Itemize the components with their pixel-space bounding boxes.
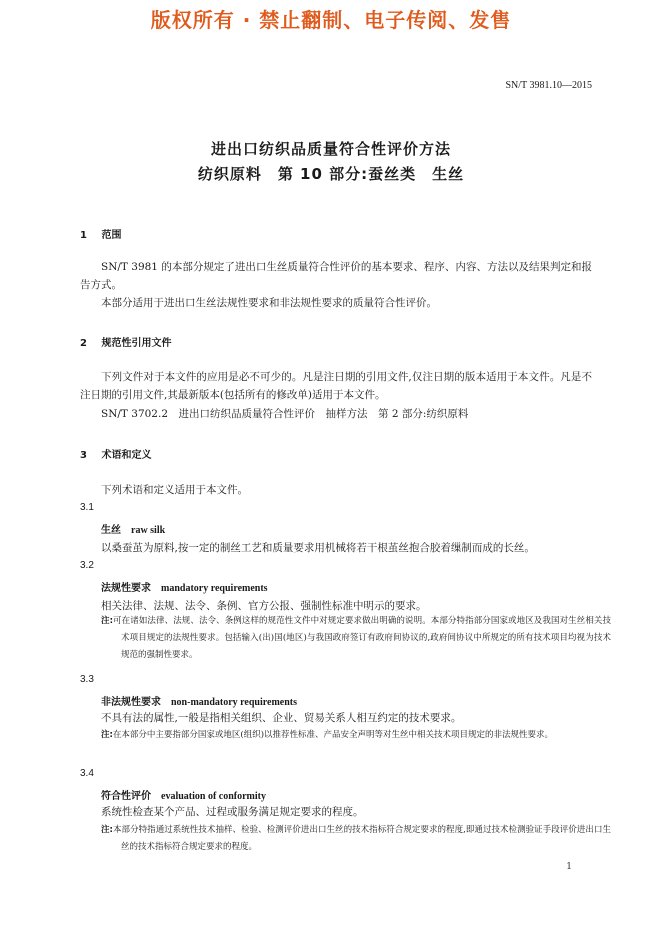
normative-reference: SN/T 3702.2 进出口纺织品质量符合性评价 抽样方法 第 2 部分:纺织原料 (101, 408, 469, 420)
term-definition: 不具有法的属性,一般是指相关组织、企业、贸易关系人相互约定的技术要求。 (101, 712, 462, 724)
term-heading (101, 787, 266, 802)
note-label: 注: (101, 616, 113, 626)
term-heading (101, 521, 165, 536)
clause-number: 3.3 (80, 674, 94, 685)
clause-number: 3.1 (80, 502, 94, 513)
section-1-paragraph-1: SN/T 3981 的本部分规定了进出口生丝质量符合性评价的基本要求、程序、内容、方法以及结果判定和报告方式。 (80, 261, 592, 291)
term-definition: 系统性检查某个产品、过程或服务满足规定要求的程度。 (101, 806, 364, 818)
term-heading (101, 693, 297, 708)
section-3-heading (80, 446, 151, 461)
note-text: 本部分特指通过系统性技术抽样、检验、检测评价进出口生丝的技术指标符合规定要求的程度,即通过技术检测验证手段评价进出口生丝的技术指标符合规定要求的程度。 (112, 825, 611, 852)
term-definition: 以桑蚕茧为原料,按一定的制丝工艺和质量要求用机械将若干根茧丝抱合胶着缫制而成的长丝。 (101, 542, 535, 554)
section-title: 规范性引用文件 (101, 338, 172, 349)
section-title: 术语和定义 (101, 450, 152, 461)
section-2-heading (80, 334, 171, 349)
standard-number: SN/T 3981.10—2015 (505, 80, 592, 91)
note-label: 注: (101, 730, 113, 740)
term-english: mandatory requirements (161, 583, 268, 594)
term-chinese: 法规性要求 (101, 583, 151, 594)
section-title: 范围 (101, 230, 122, 241)
term-english: evaluation of conformity (161, 791, 266, 802)
copyright-banner: 版权所有 · 禁止翻制、电子传阅、发售 (150, 8, 512, 32)
note-label: 注: (101, 825, 113, 835)
note-text: 在本部分中主要指部分国家或地区(组织)以推荐性标准、产品安全声明等对生丝中相关技术项目规定的非法规性要求。 (112, 730, 554, 740)
document-subtitle: 纺织原料 第 10 部分:蚕丝类 生丝 (197, 165, 465, 183)
note-text: 可在诸如法律、法规、法令、条例这样的规范性文件中对规定要求做出明确的说明。本部分特指部分国家或地区及我国对生丝相关技术项目规定的法规性要求。包括输入(出)国(地区)与我国政府签订有政府间协议的,政府间协议中所规定的所有技术项目均视为技术规范的强制性要求。 (113, 616, 611, 660)
section-3-intro: 下列术语和定义适用于本文件。 (101, 484, 248, 496)
term-note (101, 613, 611, 664)
section-2-paragraph: 下列文件对于本文件的应用是必不可少的。凡是注日期的引用文件,仅注日期的版本适用于本文件。凡是不注日期的引用文件,其最新版本(包括所有的修改单)适用于本文件。 (80, 371, 592, 401)
section-number: 1 (80, 230, 87, 241)
section-number: 3 (80, 450, 87, 461)
term-heading (101, 579, 268, 594)
term-english: non-mandatory requirements (171, 697, 298, 708)
term-chinese: 非法规性要求 (101, 697, 161, 708)
term-definition: 相关法律、法规、法令、条例、官方公报、强制性标准中明示的要求。 (101, 600, 427, 612)
term-note (101, 822, 611, 856)
document-title: 进出口纺织品质量符合性评价方法 (210, 140, 451, 158)
section-1-heading (80, 226, 121, 241)
section-number: 2 (80, 338, 87, 349)
term-chinese: 生丝 (101, 525, 121, 536)
term-english: raw silk (131, 525, 166, 536)
term-chinese: 符合性评价 (101, 791, 151, 802)
clause-number: 3.2 (80, 560, 94, 571)
section-1-paragraph-2: 本部分适用于进出口生丝法规性要求和非法规性要求的质量符合性评价。 (101, 297, 437, 309)
term-note (101, 727, 611, 744)
page-number: 1 (566, 862, 572, 872)
clause-number: 3.4 (80, 768, 94, 779)
